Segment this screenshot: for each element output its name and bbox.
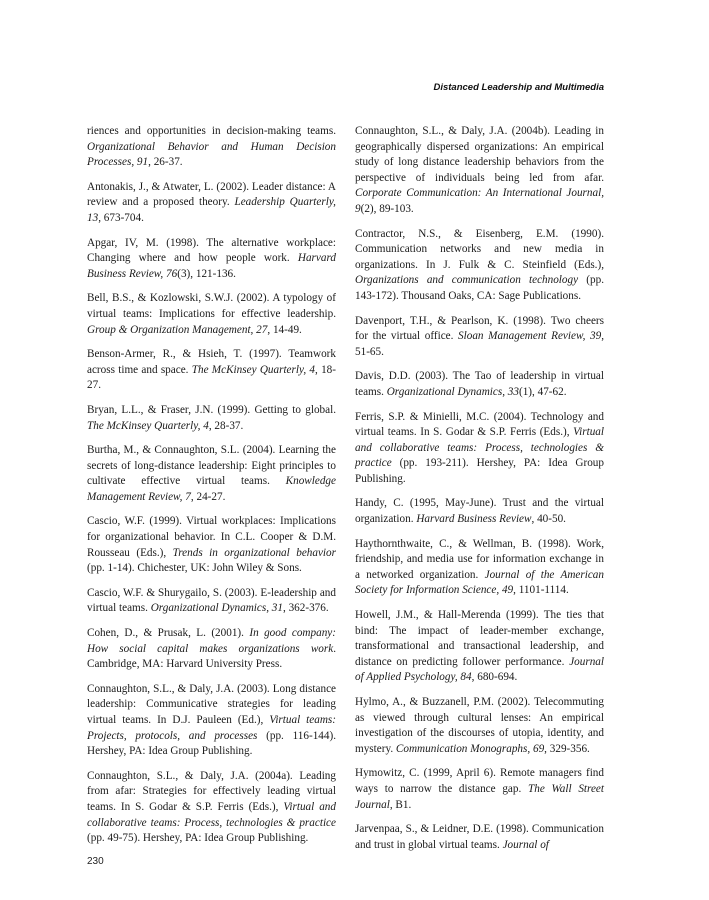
reference-source-title: The McKinsey Quarterly, 4 (87, 419, 209, 432)
reference-source-title: Virtual and collaborative teams: Process, technologies & practice (355, 426, 604, 470)
reference-text: (3), 121-136. (177, 267, 236, 280)
reference-entry (355, 124, 604, 218)
reference-text: Davis, D.D. (2003). The Tao of leadership in virtual teams. (355, 370, 604, 398)
reference-text: Apgar, IV, M. (1998). The alternative workplace: Changing where and how people work. (87, 236, 336, 265)
reference-text: Bell, B.S., & Kozlowski, S.W.J. (2002). A typology of virtual teams: Implications for effective leadership. (87, 292, 336, 320)
reference-text: (pp. 143-172). Thousand Oaks, CA: Sage Publications. (355, 274, 604, 302)
reference-text: , 18-27. (87, 363, 336, 392)
reference-text: Connaughton, S.L., & Daly, J.A. (2004a). Leading from afar: Strategies for effectively leading virtual teams. In S. Godar & S.P. Ferris (Eds.), (87, 769, 336, 813)
reference-source-title: Harvard Business Review, 76 (87, 252, 336, 280)
reference-text: , 680-694. (471, 671, 518, 684)
reference-source-title: Journal of the American Society for Information Science, 49 (355, 568, 604, 597)
reference-text: (1), 47-62. (518, 385, 567, 398)
reference-source-title: Communication Monographs, 69 (395, 742, 545, 755)
reference-source-title: Organizations and communication technology (355, 274, 579, 287)
reference-text: , 26-37. (148, 156, 183, 169)
reference-source-title: Knowledge Management Review, 7 (87, 475, 336, 503)
reference-text: , 329-356. (544, 742, 590, 755)
reference-entry (355, 410, 604, 488)
reference-entry (355, 695, 604, 757)
page-number: 230 (87, 856, 104, 867)
reference-source-title: Trends in organizational behavior (172, 546, 336, 559)
reference-entry (87, 443, 336, 505)
reference-text: Cohen, D., & Prusak, L. (2001). (87, 627, 250, 640)
reference-source-title: Organizational Dynamics, 33 (386, 385, 519, 398)
reference-text: Davenport, T.H., & Pearlson, K. (1998). Two cheers for the virtual office. (355, 314, 604, 343)
reference-source-title: Organizational Dynamics, 31 (150, 602, 283, 615)
reference-text: Cascio, W.F. & Shurygailo, S. (2003). E-leadership and virtual teams. (87, 586, 336, 615)
reference-entry (87, 626, 336, 673)
reference-source-title: Journal of Applied Psychology, 84 (355, 655, 604, 684)
reference-source-title: Corporate Communication: An International Journal, 9 (355, 187, 604, 215)
reference-entry (355, 369, 604, 400)
reference-entry (87, 682, 336, 760)
reference-entry (87, 180, 336, 227)
reference-text: Connaughton, S.L., & Daly, J.A. (2003). Long distance leadership: Communicative strategies for leading virtual teams. In D.J. Pauleen (Ed.), (87, 682, 336, 726)
reference-text: Benson-Armer, R., & Hsieh, T. (1997). Teamwork across time and space. (87, 348, 336, 376)
reference-text: Ferris, S.P. & Minielli, M.C. (2004). Technology and virtual teams. In S. Godar & S.P. Ferris (Eds.), (355, 410, 604, 439)
reference-text: , 14-49. (267, 323, 302, 336)
reference-entry (355, 766, 604, 813)
references-column-left (87, 124, 336, 856)
reference-entry (87, 124, 336, 171)
reference-source-title: Virtual teams: Projects, protocols, and processes (87, 714, 337, 742)
reference-text: (2), 89-103. (360, 202, 414, 215)
reference-text: , B1. (389, 798, 412, 811)
reference-text: , 40-50. (531, 513, 566, 526)
reference-entry (355, 496, 604, 527)
reference-entry (87, 586, 336, 617)
reference-text: Jarvenpaa, S., & Leidner, D.E. (1998). Communication and trust in global virtual teams. (355, 823, 604, 851)
reference-entry (87, 403, 336, 434)
reference-text: . Cambridge, MA: Harvard University Press. (87, 642, 336, 671)
reference-text: riences and opportunities in decision-making teams. (87, 125, 336, 137)
reference-text: Antonakis, J., & Atwater, L. (2002). Leader distance: A review and a proposed theory. (87, 180, 336, 209)
reference-source-title: Virtual and collaborative teams: Process, technologies & practice (87, 800, 336, 829)
reference-entry (355, 608, 604, 686)
reference-source-title: The Wall Street Journal (355, 782, 605, 811)
reference-source-title: Sloan Management Review, 39 (458, 330, 602, 343)
reference-entry (355, 822, 604, 853)
reference-text: Hymowitz, C. (1999, April 6). Remote managers find ways to narrow the distance gap. (355, 767, 604, 795)
running-header: Distanced Leadership and Multimedia (433, 82, 604, 93)
reference-source-title: Organizational Behavior and Human Decision Processes, 91 (87, 140, 336, 169)
reference-entry (87, 769, 336, 847)
reference-entry (87, 514, 336, 576)
reference-text: (pp. 116-144). Hershey, PA: Idea Group Publishing. (87, 729, 336, 758)
reference-text: , 362-376. (282, 602, 329, 615)
reference-source-title: In good company: How social capital makes organizations work (87, 627, 336, 655)
reference-text: Burtha, M., & Connaughton, S.L. (2004). Learning the secrets of long-distance leadership: Eight principles to cultivate effective virtual teams. (87, 444, 336, 488)
reference-source-title: Leadership Quarterly, 13 (87, 196, 336, 224)
references-column-right (355, 124, 604, 862)
reference-text: Hylmo, A., & Buzzanell, P.M. (2002). Telecommuting as viewed through cultural lenses: An empirical investigation of the discourses of utopia, identity, and mystery. (355, 696, 604, 755)
reference-text: Bryan, L.L., & Fraser, J.N. (1999). Getting to global. (87, 403, 336, 416)
reference-entry (355, 537, 604, 599)
reference-text: Howell, J.M., & Hall-Merenda (1999). The ties that bind: The impact of leader-member exchange, transformational and transactional leadership, and distance on predicting follower performance. (355, 609, 604, 668)
reference-text: Cascio, W.F. (1999). Virtual workplaces: Implications for organizational behavior. In C.L. Cooper & D.M. Rousseau (Eds.), (87, 515, 336, 559)
reference-text: , 24-27. (190, 490, 226, 503)
reference-text: Connaughton, S.L., & Daly, J.A. (2004b). Leading in geographically dispersed organizations: An empirical study of long distance leadership behaviors from the perspective of individuals being led from afar. (355, 125, 604, 184)
reference-entry (87, 236, 336, 283)
reference-text: (pp. 193-211). Hershey, PA: Idea Group Publishing. (355, 457, 604, 485)
reference-text: , 673-704. (98, 211, 144, 224)
reference-entry (87, 291, 336, 338)
reference-source-title: The McKinsey Quarterly, 4 (191, 363, 315, 376)
reference-text: (pp. 49-75). Hershey, PA: Idea Group Publishing. (87, 832, 309, 845)
reference-source-title: Journal of (502, 838, 549, 851)
reference-text: (pp. 1-14). Chichester, UK: John Wiley & Sons. (87, 562, 302, 575)
reference-entry (87, 347, 336, 394)
reference-text: Handy, C. (1995, May-June). Trust and the virtual organization. (355, 497, 604, 526)
reference-entry (355, 227, 604, 305)
reference-source-title: Harvard Business Review (416, 513, 532, 526)
reference-text: , 1101-1114. (513, 584, 569, 597)
reference-text: , 51-65. (355, 330, 604, 358)
reference-text: Haythornthwaite, C., & Wellman, B. (1998). Work, friendship, and media use for information exchange in a networked organization. (355, 537, 604, 581)
reference-source-title: Group & Organization Management, 27 (87, 323, 268, 336)
reference-entry (355, 314, 604, 361)
reference-text: Contractor, N.S., & Eisenberg, E.M. (1990). Communication networks and new media in organizations. In J. Fulk & C. Steinfield (Eds.), (355, 227, 604, 271)
reference-text: , 28-37. (208, 419, 244, 432)
